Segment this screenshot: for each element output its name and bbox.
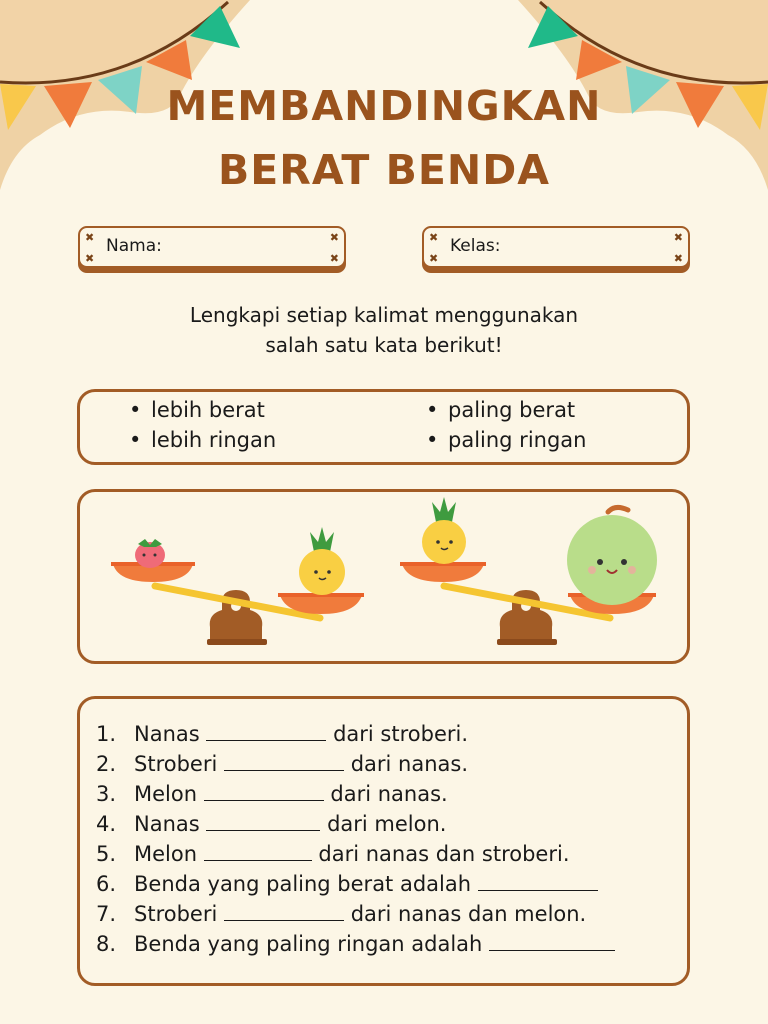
cross-icon: ✖ [429,252,439,265]
class-label: Kelas: [450,236,501,256]
cross-icon: ✖ [673,252,683,265]
word-option: • lebih ringan [151,428,276,452]
cross-icon: ✖ [673,231,683,244]
answer-blank[interactable] [204,782,324,801]
title-line-2: BERAT BENDA [218,146,550,194]
word-option: • paling ringan [448,428,586,452]
answer-blank[interactable] [206,722,326,741]
answer-blank[interactable] [224,902,344,921]
title-line-1: MEMBANDINGKAN [166,82,602,130]
instruction-line-1: Lengkapi setiap kalimat menggunakan [189,303,579,327]
cross-icon: ✖ [329,231,339,244]
class-field[interactable] [422,226,690,268]
name-field[interactable] [78,226,346,268]
question-4: 4. Nanas dari melon. [96,812,447,836]
word-option: • lebih berat [151,398,265,422]
instruction-line-2: salah satu kata berikut! [265,333,503,357]
melon-icon [567,507,657,605]
balance-scales-illustration [80,492,687,661]
question-2: 2. Stroberi dari nanas. [96,752,469,776]
word-option: • paling berat [448,398,575,422]
answer-blank[interactable] [478,872,598,891]
cross-icon: ✖ [85,231,95,244]
word-bank [77,389,690,465]
cross-icon: ✖ [329,252,339,265]
question-8: 8. Benda yang paling ringan adalah [96,932,615,956]
balance-scale-2 [400,497,657,645]
answer-blank[interactable] [204,842,312,861]
question-1: 1. Nanas dari stroberi. [96,722,469,746]
strawberry-icon [135,539,165,568]
pineapple-icon [299,527,345,595]
instruction [0,300,768,360]
balance-scale-1 [111,527,364,645]
cross-icon: ✖ [85,252,95,265]
question-6: 6. Benda yang paling berat adalah [96,872,598,896]
cross-icon: ✖ [429,231,439,244]
answer-blank[interactable] [224,752,344,771]
question-7: 7. Stroberi dari nanas dan melon. [96,902,587,926]
question-5: 5. Melon dari nanas dan stroberi. [96,842,570,866]
answer-blank[interactable] [489,932,615,951]
pineapple-icon [422,497,466,564]
question-3: 3. Melon dari nanas. [96,782,448,806]
balance-pictures [77,489,690,664]
name-label: Nama: [106,236,162,256]
answer-blank[interactable] [206,812,320,831]
